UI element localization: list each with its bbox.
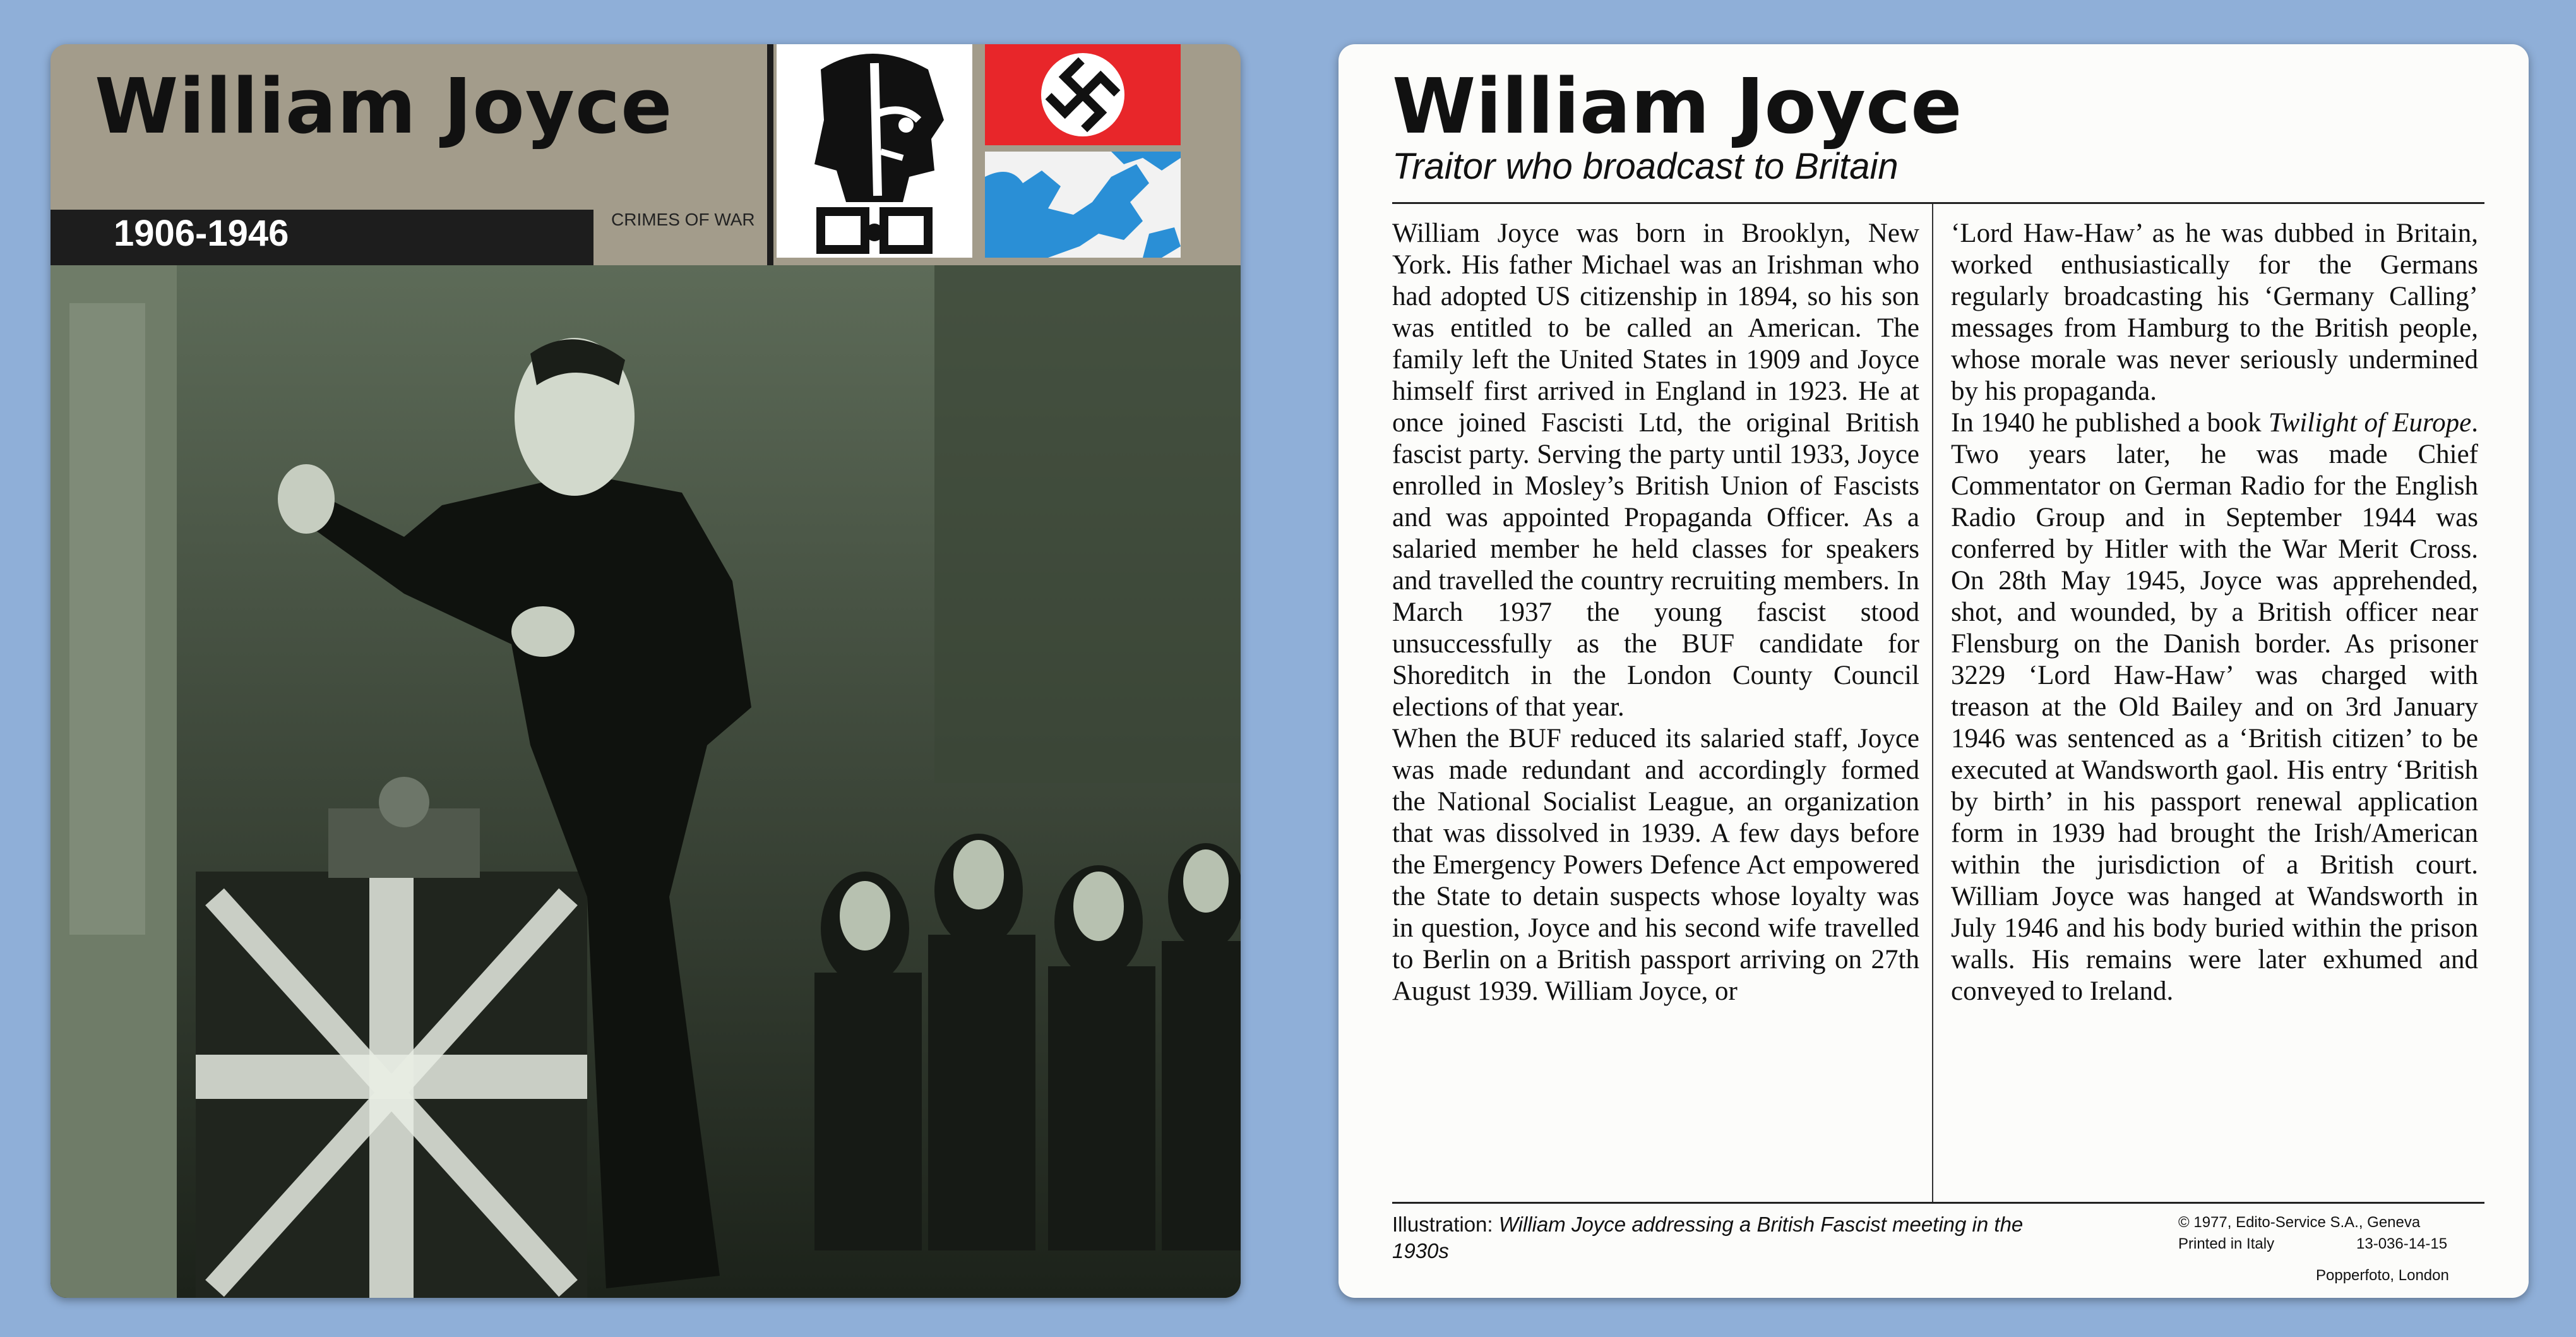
swastika-flag-icon [985, 44, 1181, 145]
paragraph [1951, 407, 2478, 1007]
right-column [1951, 218, 2478, 1007]
illustration-caption [1392, 1211, 2049, 1264]
historical-photo [51, 265, 1241, 1298]
biography-text [1392, 202, 2484, 1204]
copyright: © 1977, Edito-Service S.A., Geneva [2178, 1214, 2421, 1231]
caption-lead: Illustration: [1392, 1213, 1499, 1236]
paragraph: ‘Lord Haw-Haw’ as he was dubbed in Britain, worked enthusiastically for the Germans regularly broadcasting his ‘Germany Calling’ messages from Hamburg to the British people, whose morale was never seriously undermined by his propaganda. [1951, 219, 2478, 406]
front-title: William Joyce [95, 63, 673, 151]
front-card [51, 44, 1241, 1298]
stylized-face-icon [777, 44, 972, 258]
card-code: 13-036-14-15 [2356, 1235, 2448, 1252]
paragraph: William Joyce was born in Brooklyn, New York. His father Michael was an Irishman who had adopted US citizenship in 1894, so his son was entitled to be called an American. The family left the United States in 1909 and Joyce himself first arrived in England in 1923. He at once joined Fascisti Ltd, the original British fascist party. Serving the party until 1933, Joyce enrolled in Mosley’s British Union of Fascists and was appointed Propaganda Officer. As a salaried member he held classes for speakers and travelled the country recruiting members. In March 1937 the young fascist stood unsuccessfully as the BUF candidate for Shoreditch in the London County Council elections of that year. [1392, 219, 1919, 722]
back-subtitle: Traitor who broadcast to Britain [1392, 146, 1899, 187]
book-title: Twilight of Europe [2268, 408, 2472, 438]
life-dates: 1906-1946 [114, 213, 289, 254]
paragraph-text: In 1940 he published a book [1951, 408, 2269, 438]
photo-credit: Popperfoto, London [2316, 1267, 2449, 1284]
left-column [1392, 218, 1919, 1007]
europe-map-icon [985, 152, 1181, 258]
column-divider [1932, 204, 1933, 1202]
back-card [1339, 44, 2529, 1298]
category-label: CRIMES OF WAR [611, 210, 755, 229]
header-divider [767, 44, 773, 265]
paragraph-text: . Two years later, he was made Chief Commentator on German Radio for the English Radio Group and in September 1944 was conferred by Hitler with the War Merit Cross. On 28th May 1945, Joyce was apprehended, shot, and wounded, by a British officer near Flensburg on the Danish border. As prisoner 3229 ‘Lord Haw-Haw’ was charged with treason at the Old Bailey and on 3rd January 1946 was sentenced as a ‘British citizen’ to be executed at Wandsworth gaol. His entry ‘British by birth’ in his passport renewal application form in 1939 had brought the Irish/American within the jurisdiction of a British court. William Joyce was hanged at Wandsworth in July 1946 and his body buried within the prison walls. His remains were later exhumed and conveyed to Ireland. [1951, 408, 2478, 1006]
paragraph: When the BUF reduced its salaried staff, Joyce was made redundant and accordingly formed the National Socialist League, an organization that was dissolved in 1939. A few days before the Emergency Powers Defence Act empowered the State to detain suspects whose loyalty was in question, Joyce and his second wife travelled to Berlin on a British passport arriving on 27th August 1939. William Joyce, or [1392, 724, 1919, 1006]
back-title: William Joyce [1392, 63, 1962, 151]
caption-body: William Joyce addressing a British Fascist meeting in the 1930s [1392, 1213, 2024, 1262]
printed-in: Printed in Italy [2178, 1235, 2275, 1252]
